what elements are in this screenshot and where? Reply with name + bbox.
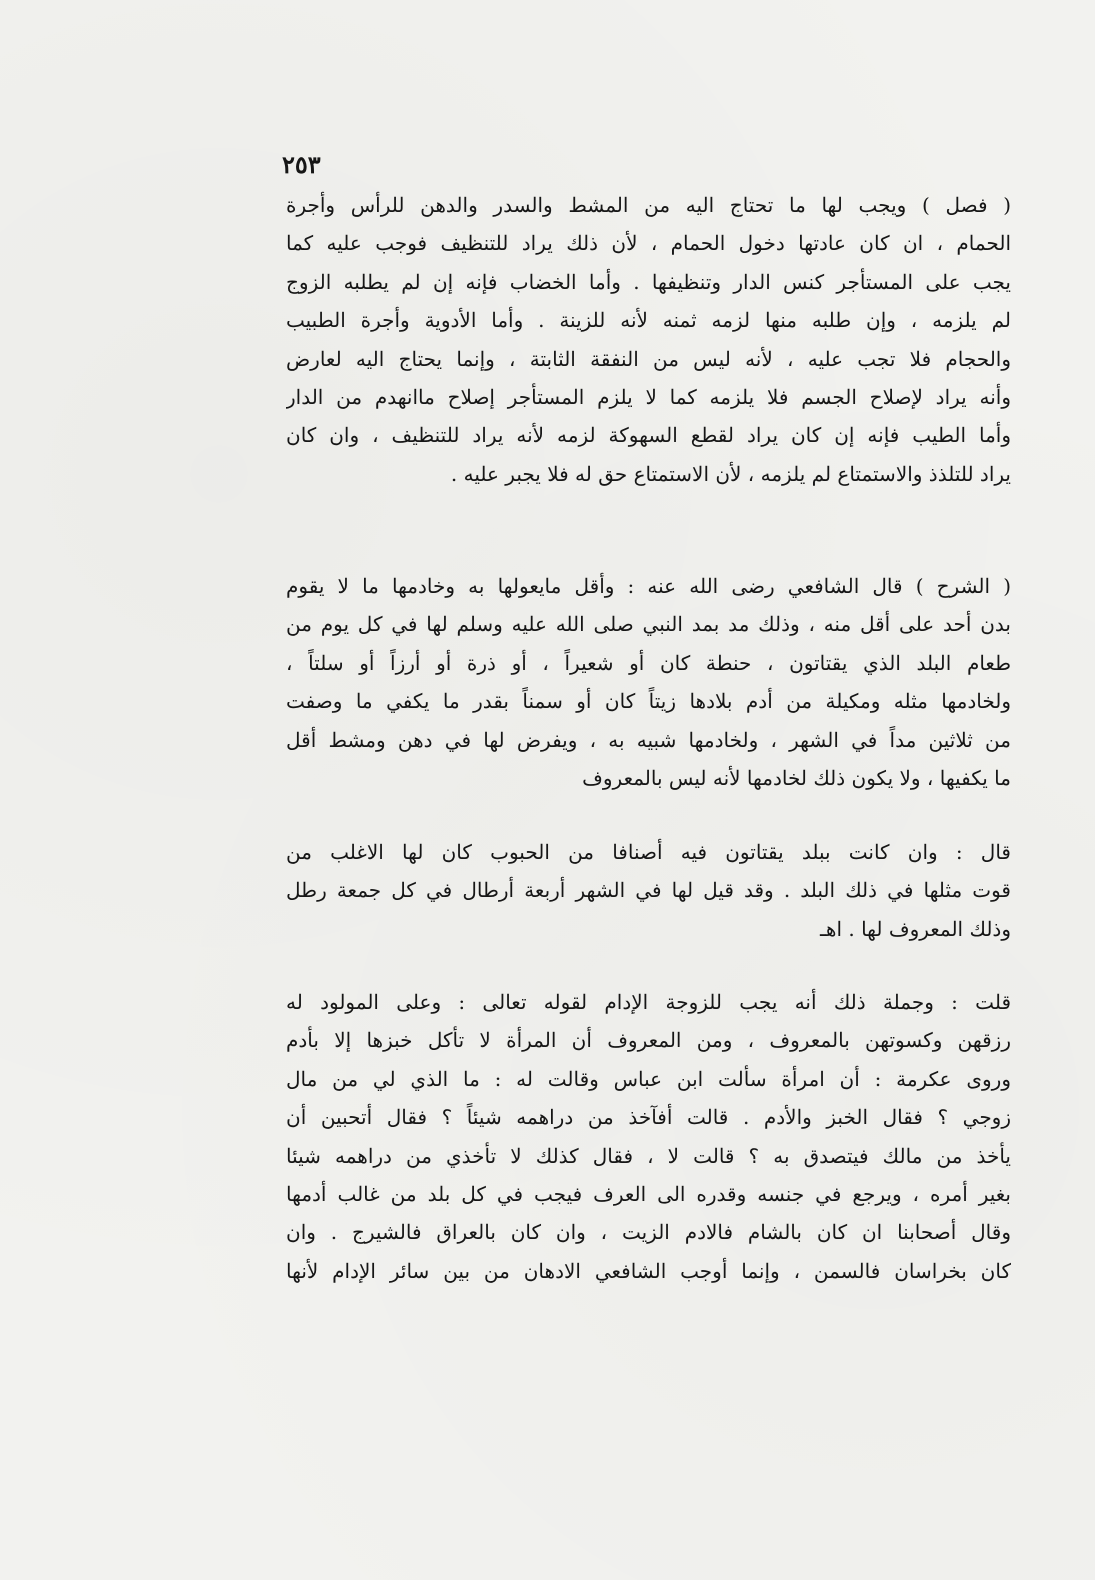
page-number: ٢٥٣ <box>282 150 321 179</box>
text-line: وذلك المعروف لها . اهـ <box>820 916 1011 941</box>
text-line: يراد للتلذذ والاستمتاع لم يلزمه ، لأن الاستمتاع حق له فلا يجبر عليه . <box>450 461 1011 486</box>
text-line: لم يلزمه ، وإن طلبه منها لزمه ثمنه لأنه للزينة . وأما الأدوية وأجرة الطبيب <box>286 308 1011 333</box>
text-line: وأما الطيب فإنه إن كان يراد لقطع السهوكة لزمه لأنه يراد للتنظيف ، وان كان <box>286 423 1011 448</box>
text-line: يأخذ من مالك فيتصدق به ؟ قالت لا ، فقال كذلك لا تأخذي من دراهمه شيئا <box>286 1143 1011 1168</box>
text-line: بدن أحد على أقل منه ، وذلك مد بمد النبي صلى الله عليه وسلم لها في كل يوم من <box>286 612 1011 637</box>
sharh-paragraph <box>286 567 1011 797</box>
text-line: ( فصل ) ويجب لها ما تحتاج اليه من المشط والسدر والدهن للرأس وأجرة <box>286 193 1011 217</box>
text-line: ما يكفيها ، ولا يكون ذلك لخادمها لأنه ليس بالمعروف <box>582 765 1011 790</box>
text-line: قال : وان كانت ببلد يقتاتون فيه أصنافا من الحبوب كان لها الاغلب من <box>286 840 1011 864</box>
qultu-paragraph <box>286 983 1011 1290</box>
qal-paragraph <box>286 833 1011 948</box>
text-line: طعام البلد الذي يقتاتون ، حنطة كان أو شعيراً ، أو ذرة أو أرزاً أو سلتاً ، <box>286 650 1011 675</box>
text-line: يجب على المستأجر كنس الدار وتنظيفها . وأما الخضاب فإنه إن لم يطلبه الزوج <box>286 269 1011 294</box>
text-line: ولخادمها مثله ومكيلة من أدم بلادها زيتاً كان أو سمناً بقدر ما يكفي ما وصفت <box>286 689 1011 714</box>
text-line: ( الشرح ) قال الشافعي رضى الله عنه : وأقل مايعولها به وخادمها ما لا يقوم <box>286 574 1011 598</box>
text-line: رزقهن وكسوتهن بالمعروف ، ومن المعروف أن المرأة لا تأكل خبزها إلا بأدم <box>286 1028 1011 1053</box>
fasl-paragraph <box>286 186 1011 493</box>
text-line: وأنه يراد لإصلاح الجسم فلا يلزمه كما لا يلزم المستأجر إصلاح ماانهدم من الدار <box>286 384 1011 409</box>
text-line: بغير أمره ، ويرجع في جنسه وقدره الى العرف فيجب في كل بلد من غالب أدمها <box>286 1181 1011 1206</box>
text-line: كان بخراسان فالسمن ، وإنما أوجب الشافعي الادهان من بين سائر الإدام لأنها <box>286 1258 1011 1283</box>
text-line: زوجي ؟ فقال الخبز والأدم . قالت أفآخذ من دراهمه شيئاً ؟ فقال أتحبين أن <box>286 1105 1011 1130</box>
text-line: وروى عكرمة : أن امرأة سألت ابن عباس وقالت له : ما الذي لي من مال <box>286 1066 1011 1091</box>
text-line: قوت مثلها في ذلك البلد . وقد قيل لها في الشهر أربعة أرطال في كل جمعة رطل <box>286 878 1011 903</box>
text-line: الحمام ، ان كان عادتها دخول الحمام ، لأن ذلك يراد للتنظيف فوجب عليه كما <box>286 231 1011 256</box>
text-line: قلت : وجملة ذلك أنه يجب للزوجة الإدام لقوله تعالى : وعلى المولود له <box>286 990 1011 1014</box>
text-line: من ثلاثين مداً في الشهر ، ولخادمها شبيه به ، ويفرض لها في دهن ومشط أقل <box>286 727 1011 752</box>
text-line: والحجام فلا تجب عليه ، لأنه ليس من النفقة الثابتة ، وإنما يحتاج اليه لعارض <box>286 346 1011 371</box>
text-line: وقال أصحابنا ان كان بالشام فالادم الزيت ، وان كان بالعراق فالشيرج . وان <box>286 1220 1011 1245</box>
